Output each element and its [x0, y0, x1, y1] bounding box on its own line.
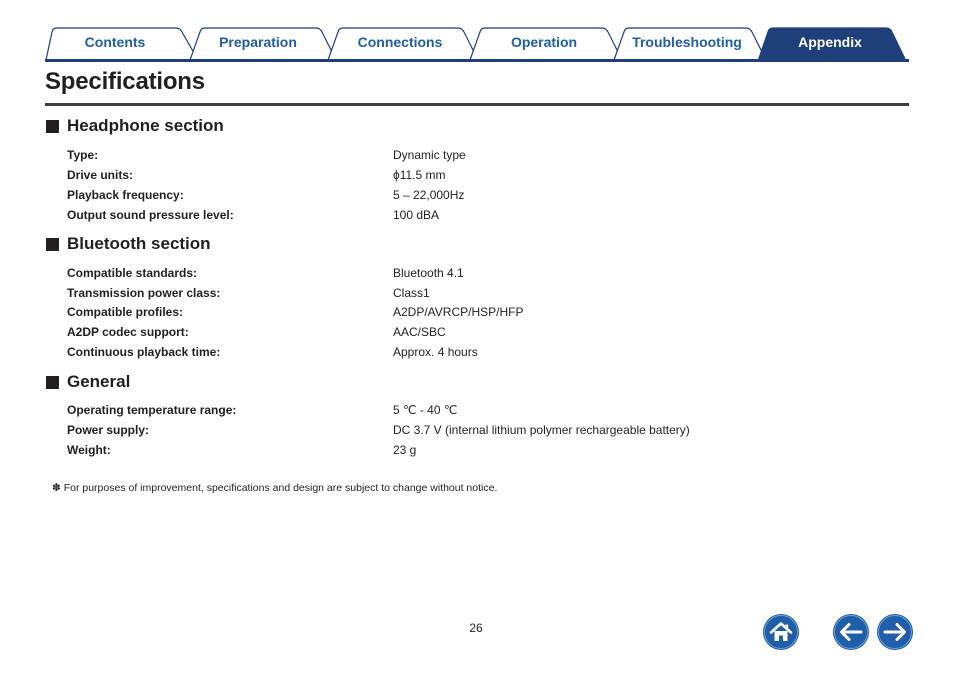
spec-key: Drive units: [67, 168, 134, 182]
spec-key: Compatible profiles: [67, 305, 184, 319]
tab-contents[interactable]: Contents [84, 34, 146, 50]
section-heading-bluetooth [46, 234, 211, 254]
spec-row [67, 442, 927, 458]
spec-value: AAC/SBC [393, 325, 446, 339]
tab-appendix[interactable]: Appendix [798, 34, 862, 50]
section-heading-general [46, 372, 130, 392]
square-bullet-icon [46, 238, 59, 251]
spec-key: A2DP codec support: [67, 325, 189, 339]
spec-key: Output sound pressure level: [67, 208, 234, 222]
forward-button[interactable] [876, 613, 914, 651]
home-icon [762, 613, 800, 651]
spec-value: Class1 [393, 286, 430, 300]
spec-row [67, 304, 927, 320]
spec-row [67, 207, 927, 223]
spec-row [67, 422, 927, 438]
spec-value: 5 ℃ - 40 ℃ [393, 403, 458, 417]
spec-row [67, 324, 927, 340]
footnote: ✽ For purposes of improvement, specifications and design are subject to change without notice. [52, 482, 498, 494]
spec-value: A2DP/AVRCP/HSP/HFP [393, 305, 524, 319]
spec-value: DC 3.7 V (internal lithium polymer rechargeable battery) [393, 423, 690, 437]
back-button[interactable] [832, 613, 870, 651]
spec-key: Weight: [67, 443, 111, 457]
square-bullet-icon [46, 120, 59, 133]
tab-preparation[interactable]: Preparation [219, 34, 297, 50]
spec-key: Type: [67, 148, 99, 162]
spec-row [67, 187, 927, 203]
tab-connections[interactable]: Connections [357, 34, 443, 50]
tab-operation[interactable]: Operation [510, 34, 578, 50]
spec-value: Dynamic type [393, 148, 466, 162]
arrow-left-icon [832, 613, 870, 651]
spec-key: Continuous playback time: [67, 345, 221, 359]
spec-value: 100 dBA [393, 208, 440, 222]
spec-key: Compatible standards: [67, 266, 198, 280]
spec-row [67, 167, 927, 183]
spec-value: 23 g [393, 443, 417, 457]
spec-row [67, 402, 927, 418]
home-button[interactable] [762, 613, 800, 651]
tab-troubleshooting[interactable]: Troubleshooting [632, 34, 742, 50]
spec-row [67, 285, 927, 301]
section-heading-text: Headphone section [67, 116, 224, 135]
square-bullet-icon [46, 376, 59, 389]
spec-row [67, 265, 927, 281]
spec-value: Bluetooth 4.1 [393, 266, 464, 280]
arrow-right-icon [876, 613, 914, 651]
spec-key: Playback frequency: [67, 188, 184, 202]
section-heading-text: Bluetooth section [67, 234, 211, 253]
page-title: Specifications [45, 68, 205, 95]
spec-key: Power supply: [67, 423, 150, 437]
spec-key: Transmission power class: [67, 286, 221, 300]
section-heading-headphone [46, 116, 224, 136]
spec-key: Operating temperature range: [67, 403, 237, 417]
title-divider [45, 103, 909, 106]
spec-value: 5 – 22,000Hz [393, 188, 465, 202]
section-heading-text: General [67, 372, 131, 391]
tab-divider [45, 59, 909, 62]
spec-value: Approx. 4 hours [393, 345, 478, 359]
page-number: 26 [469, 621, 483, 635]
spec-row [67, 344, 927, 360]
spec-row [67, 147, 927, 163]
tab-bar [0, 0, 954, 64]
spec-value: ϕ11.5 mm [393, 168, 446, 182]
tab-shapes [0, 0, 954, 64]
